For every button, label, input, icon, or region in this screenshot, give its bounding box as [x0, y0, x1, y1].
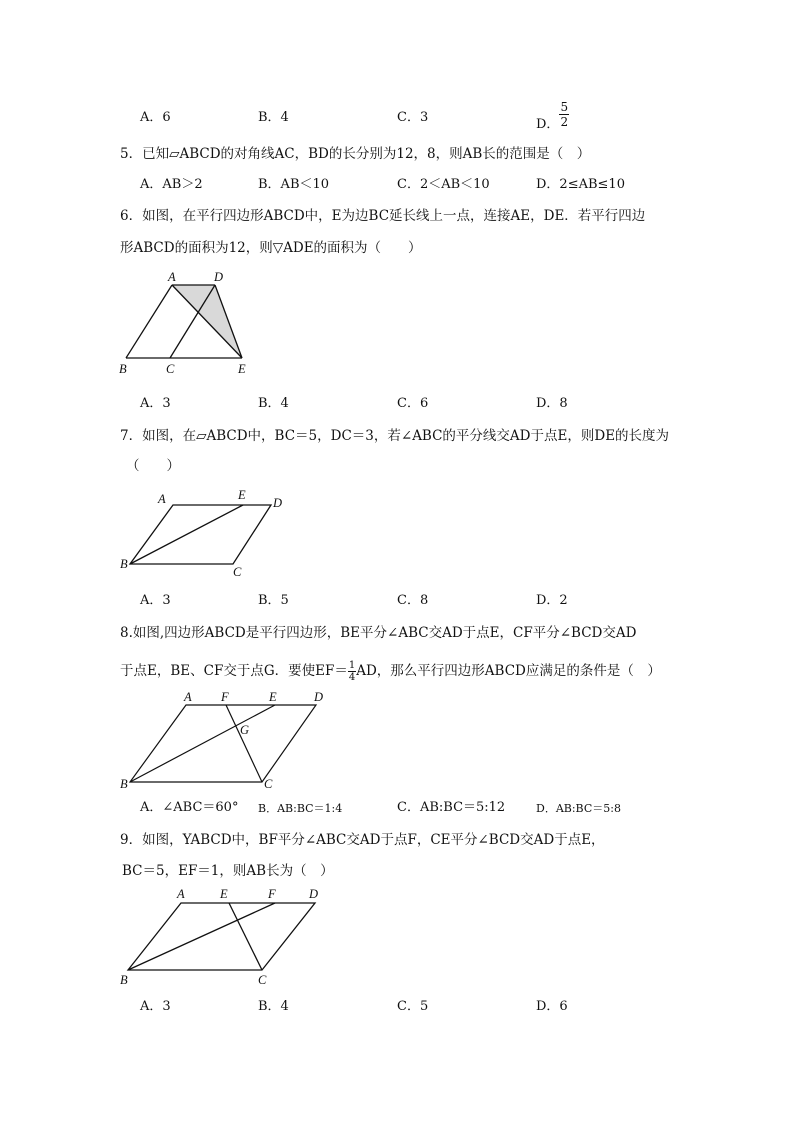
q4-option-a: A．6	[140, 110, 171, 125]
q8-label-b: B	[120, 777, 128, 791]
q4-option-d-denominator: 2	[560, 115, 569, 129]
q8-parallelogram	[130, 705, 316, 782]
q8-stem-line-2	[120, 660, 661, 683]
q7-label-e: E	[238, 488, 246, 502]
q6-stem-line-1: 6．如图，在平行四边形ABCD中，E为边BC延长线上一点，连接AE，DE．若平行四边	[120, 208, 646, 224]
q4-option-b: B．4	[258, 110, 289, 125]
q6-option-a: A．3	[140, 396, 171, 411]
q9-segment-bf	[128, 903, 275, 970]
q5-option-c: C．2＜AB＜10	[397, 177, 490, 192]
q4-option-d-fraction	[559, 100, 569, 129]
q7-option-c: C．8	[397, 593, 429, 608]
q9-option-a: A．3	[140, 999, 171, 1014]
q8-figure	[110, 686, 340, 796]
q7-option-a: A．3	[140, 593, 171, 608]
q7-segment-be	[130, 505, 243, 564]
q9-option-c: C．5	[397, 999, 429, 1014]
q8-option-d: D．AB:BC＝5:8	[536, 802, 621, 815]
q8-label-c: C	[264, 777, 273, 791]
q9-option-b: B．4	[258, 999, 289, 1014]
q7-label-b: B	[120, 557, 128, 571]
q8-label-d: D	[314, 690, 324, 704]
q8-option-c: C．AB:BC＝5:12	[397, 800, 506, 815]
q8-stem-line-2-part-1: 于点E，BE、CF交于点G．要使EF＝	[120, 663, 348, 679]
q6-label-a: A	[168, 270, 176, 284]
q6-option-b: B．4	[258, 396, 289, 411]
q9-parallelogram	[128, 903, 315, 970]
q7-label-c: C	[233, 565, 242, 579]
q6-stem-line-2: 形ABCD的面积为12，则▽ADE的面积为（ ）	[120, 240, 422, 256]
q9-figure	[110, 884, 335, 994]
q8-option-b: B．AB:BC＝1:4	[258, 802, 343, 815]
q5-option-a: A．AB＞2	[140, 177, 203, 192]
q9-option-d: D．6	[536, 999, 568, 1014]
q7-stem-line-2: （ ）	[126, 458, 180, 474]
q6-segment-ab	[126, 285, 172, 358]
q5-stem: 5．已知▱ABCD的对角线AC，BD的长分别为12，8，则AB长的范围是（ ）	[120, 146, 591, 162]
q7-parallelogram	[130, 505, 271, 564]
q8-stem-line-2-part-2: AD，那么平行四边形ABCD应满足的条件是（ ）	[356, 663, 661, 679]
q6-label-d: D	[214, 270, 224, 284]
q8-label-f: F	[221, 690, 229, 704]
q7-stem-line-1: 7．如图，在▱ABCD中，BC＝5，DC＝3，若∠ABC的平分线交AD于点E，则DE的长度为	[120, 428, 670, 444]
q9-label-d: D	[309, 887, 319, 901]
q8-segment-cf	[226, 705, 262, 782]
q9-stem-line-1: 9．如图，YABCD中，BF平分∠ABC交AD于点F，CE平分∠BCD交AD于点E，	[120, 832, 605, 848]
q4-option-d	[536, 100, 569, 132]
q8-option-a: A．∠ABC＝60°	[140, 800, 239, 815]
q6-option-d: D．8	[536, 396, 568, 411]
q6-label-b: B	[119, 362, 127, 376]
q6-label-e: E	[238, 362, 246, 376]
q8-label-a: A	[184, 690, 192, 704]
q7-label-a: A	[158, 492, 166, 506]
q5-option-d: D．2≤AB≤10	[536, 177, 625, 192]
q8-label-e: E	[269, 690, 277, 704]
q7-label-d: D	[273, 496, 283, 510]
q9-label-f: F	[268, 887, 276, 901]
q7-figure	[110, 485, 300, 580]
q9-label-c: C	[258, 973, 267, 987]
q9-label-a: A	[177, 887, 185, 901]
q4-option-d-numerator: 5	[560, 100, 569, 114]
q8-stem-line-1: 8.如图,四边形ABCD是平行四边形，BE平分∠ABC交AD于点E，CF平分∠BCD交AD	[120, 625, 637, 641]
q7-option-d: D．2	[536, 593, 568, 608]
q6-figure	[110, 268, 270, 378]
q4-option-c: C．3	[397, 110, 429, 125]
q9-label-b: B	[120, 973, 128, 987]
q8-fraction-denominator: 4	[348, 672, 356, 683]
q7-option-b: B．5	[258, 593, 289, 608]
q9-label-e: E	[220, 887, 228, 901]
q4-option-d-prefix: D．	[536, 117, 560, 132]
q9-stem-line-2: BC＝5，EF＝1，则AB长为（ ）	[122, 863, 334, 879]
q9-segment-ce	[229, 903, 262, 970]
q8-fraction-numerator: 1	[348, 660, 356, 671]
q6-option-c: C．6	[397, 396, 429, 411]
q8-fraction	[348, 660, 356, 683]
q8-label-g: G	[240, 723, 250, 737]
q6-label-c: C	[166, 362, 175, 376]
q8-segment-be	[130, 705, 275, 782]
q5-option-b: B．AB＜10	[258, 177, 330, 192]
